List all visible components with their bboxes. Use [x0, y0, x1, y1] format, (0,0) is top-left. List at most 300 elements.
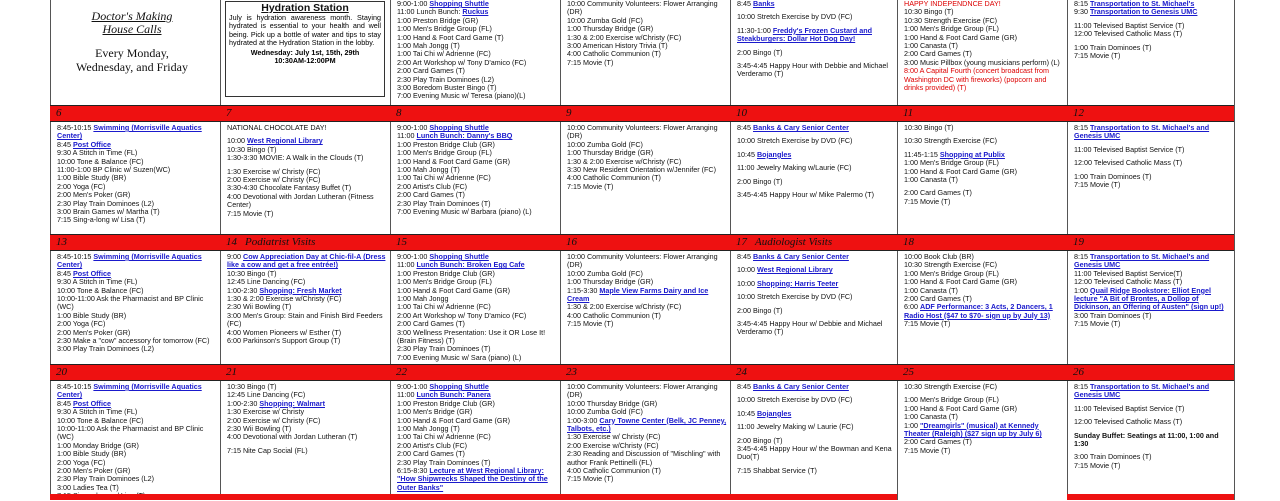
hydration-dates: Wednesday: July 1st, 15th, 29th: [250, 48, 360, 58]
day-cell: [560, 122, 730, 234]
day-number-value: 24: [736, 366, 747, 378]
event-line: 1:00 Canasta (T): [904, 412, 958, 422]
event-line: 1:00 Preston Bridge Club (GR): [397, 139, 495, 149]
event-line: 10:00 Community Volunteers: Flower Arranging (DR): [567, 252, 718, 270]
event-line: 8:15 Transportation to St. Michael's and Genesis UMC: [1074, 382, 1210, 400]
event-link[interactable]: Cary Towne Center (Belk, JC Penney, Talbots, etc.): [567, 415, 727, 434]
day-number-value: 20: [56, 366, 67, 378]
day-cell: [390, 251, 560, 364]
day-note: Podiatrist Visits: [245, 236, 316, 248]
event-link[interactable]: Shopping Shuttle: [429, 382, 489, 391]
event-line: 11:00-1:00 BP Clinic w/ Suzen(WC): [57, 165, 171, 175]
event-line: 10:00 Tone & Balance (FC): [57, 415, 144, 425]
event-line: 2:30 Play Train Dominoes (L2): [57, 198, 155, 208]
day-number: [226, 106, 232, 121]
event-line: 2:00 Exercise w/Christy (FC): [567, 440, 659, 450]
event-line: 2:00 Yoga (FC): [57, 319, 106, 329]
event-line: 1:00 Train Dominoes (T): [1074, 171, 1152, 181]
event-line: 1:00 Train Dominoes (T): [1074, 42, 1152, 52]
event-line: 11:00 Lunch Bunch: Panera: [397, 390, 491, 400]
event-line: 9:00-1:00 Shopping Shuttle: [397, 123, 489, 132]
event-line: 9:30 A Stitch in Time (FL): [57, 148, 138, 158]
event-line: 10:00 Community Volunteers: Flower Arranging (DR): [567, 0, 718, 17]
event-line: 10:00 Community Volunteers: Flower Arranging (DR): [567, 382, 718, 400]
day-number: [56, 106, 62, 121]
day-number: [736, 365, 747, 380]
event-line: 1:00 Bible Study (BR): [57, 173, 127, 183]
day-number: [566, 106, 572, 121]
event-line: 10:00-11:00 Ask the Pharmacist and BP Clinic (WC): [57, 294, 204, 312]
event-line: 1:30 Exercise w/ Christy: [227, 407, 305, 417]
day-number: [736, 106, 747, 121]
event-line: 12:45 Line Dancing (FC): [227, 390, 306, 400]
event-line: 1:00 Mah Jongg: [397, 294, 449, 304]
event-line: 4:00 Catholic Communion (T): [567, 466, 661, 476]
event-line: 2:30 Play Train Dominoes (T): [397, 457, 491, 467]
event-line: 1:00 Bible Study (BR): [57, 449, 127, 459]
event-line: 1:30 Exercise w/ Christy (FC): [567, 432, 661, 442]
event-line: 2:00 Card Games (T): [397, 190, 465, 200]
day-cell: [390, 0, 560, 105]
event-line: 8:45 Banks & Cary Senior Center: [737, 123, 849, 132]
event-link[interactable]: Cow Appreciation Day at Chic-fil-A (Dress like a cow and get a free entrée!): [227, 252, 386, 270]
event-line: 1:00 Preston Bridge Club (GR): [397, 398, 495, 408]
event-line: 1:15-3:30 Maple View Farms Dairy and Ice Cream: [567, 285, 709, 304]
day-number-value: 7: [226, 107, 232, 119]
event-line: 9:30 Transportation to Genesis UMC: [1074, 7, 1198, 17]
event-line: 1:00-2:30 Shopping: Walmart: [227, 398, 325, 408]
event-line: 10:00 Community Volunteers: Flower Arranging (DR): [567, 123, 718, 141]
event-line: 1:30 & 2:00 Exercise w/Christy (FC): [227, 294, 342, 304]
event-line: 7:15 Nite Cap Social (FL): [227, 445, 308, 455]
event-line: 2:00 Card Games (T): [904, 188, 972, 198]
event-line: 1:00 Tai Chi w/ Adrienne (FC): [397, 49, 491, 59]
event-line: 6:15-8:30 Lecture at West Regional Library: "How Shipwrecks Shaped the Destiny of the Outer Banks": [397, 466, 548, 492]
event-line: 1:00 "Dreamgirls" (musical) at Kennedy Theater (Raleigh) ($27 sign up by July 6): [904, 420, 1042, 439]
doctor-note-line: House Calls: [102, 22, 162, 36]
event-link[interactable]: Post Office: [73, 139, 111, 149]
event-line: 1:00 Men's Bridge Group (FL): [904, 395, 999, 405]
day-number-value: 17: [736, 236, 747, 248]
event-link[interactable]: Transportation to Genesis UMC: [1090, 7, 1198, 17]
event-line: 2:00 Card Games (T): [904, 294, 972, 304]
event-line: 2:30 Play Train Dominoes (T): [397, 198, 491, 208]
event-link[interactable]: Bojangles: [756, 408, 792, 418]
event-line: 8:45-10:15 Swimming (Morrisville Aquatics Center): [57, 123, 202, 141]
event-line: 2:00 Card Games (T): [904, 437, 972, 447]
event-line: 1:00-2:30 Shopping: Fresh Market: [227, 285, 342, 295]
event-line: 1:00 Hand & Foot Card Game (T): [397, 32, 504, 42]
day-number: [396, 106, 402, 121]
event-link[interactable]: Shopping: Walmart: [259, 398, 325, 408]
day-cell: [897, 122, 1067, 234]
event-line: 1:00 Men's Bridge Group (FL): [904, 268, 999, 278]
day-number-value: 12: [1073, 107, 1084, 119]
event-line: 10:00-11:00 Ask the Pharmacist and BP Clinic (WC): [57, 424, 204, 442]
day-number: [396, 365, 407, 380]
event-line: 3:00 Ladies Tea (T): [57, 482, 119, 492]
event-link[interactable]: Lunch Bunch: Danny's BBQ: [416, 131, 513, 141]
hydration-body: July is hydration awareness month. Staying hydrated is essential to your health and well being. Pick up a bottle of water and tips to stay hydrated at the Hydration Station in the lobby.: [229, 13, 381, 47]
event-line: 4:00 Women Pioneers w/ Esther (T): [227, 327, 342, 337]
event-line: 2:30 Make a "cow" accessory for tomorrow (FC): [57, 336, 210, 346]
event-line: 7:00 Evening Music w/ Barbara (piano) (L): [397, 207, 532, 217]
event-line: 10:45 Bojangles: [737, 408, 792, 418]
day-number: [396, 235, 407, 250]
event-line: 7:15 Movie (T): [904, 196, 951, 206]
holiday-line: HAPPY INDEPENDNCE DAY!: [904, 0, 1001, 8]
event-line: 2:00 Yoga (FC): [57, 457, 106, 467]
event-line: 1:00 Thursday Bridge (GR): [567, 148, 654, 158]
day-cell: [730, 251, 897, 364]
event-line: 2:00 Art Workshop w/ Tony D'amico (FC): [397, 57, 527, 67]
day-number: [1073, 365, 1084, 380]
next-week-bar: [1067, 494, 1234, 500]
day-cell: [730, 122, 897, 234]
event-line: 3:00 Wellness Presentation: Use it OR Lose It! (Brain Fitness) (T): [397, 327, 546, 346]
event-link[interactable]: Shopping: Harris Teeter: [756, 278, 839, 288]
event-line: 1:30-3:30 MOVIE: A Walk in the Clouds (T): [227, 153, 364, 163]
event-line: 11:00 Lunch Bunch: Broken Egg Cafe: [397, 260, 525, 270]
event-line: 7:15 Movie (T): [904, 319, 951, 329]
event-line: 7:15 Movie (T): [1074, 319, 1121, 329]
day-number-value: 26: [1073, 366, 1084, 378]
event-line: 11:00 Televised Baptist Service (T): [1074, 144, 1185, 154]
event-line: 10:00 Stretch Exercise by DVD (FC): [737, 136, 853, 146]
event-link[interactable]: Shopping at Publix: [939, 149, 1005, 159]
day-number: [226, 235, 315, 250]
event-link[interactable]: Transportation to St. Michael's: [1090, 0, 1195, 8]
event-line: 7:15 Movie (T): [567, 181, 614, 191]
event-line: 11:00 Lunch Bunch: Ruckus: [397, 7, 489, 17]
event-link[interactable]: Ruckus: [462, 7, 489, 17]
event-line: 11:45-1:15 Shopping at Publix: [904, 149, 1005, 159]
event-link[interactable]: Swimming (Morrisville Aquatics Center): [57, 252, 202, 270]
hydration-hours: 10:30AM-12:00PM: [274, 56, 336, 66]
event-line: 2:00 Card Games (T): [904, 49, 972, 59]
event-line: 11:00 Jewelry Making w/ Laurie (FC): [737, 422, 854, 432]
day-cell: [50, 381, 220, 494]
day-number-value: 13: [56, 236, 67, 248]
event-line: 7:00 Evening Music w/ Sara (piano) (L): [397, 352, 522, 362]
day-number-value: 15: [396, 236, 407, 248]
event-line: 12:00 Televised Catholic Mass (T): [1074, 29, 1183, 39]
event-line: 10:00 Thursday Bridge (GR): [567, 398, 658, 408]
event-line: 3:00 Play Train Dominoes (L2): [57, 344, 155, 354]
event-line: 1:00 Canasta (T): [904, 41, 958, 51]
event-line: 1:00 Tai Chi w/ Adrienne (FC): [397, 173, 491, 183]
event-line: 10:30 Bingo (T): [904, 123, 954, 132]
event-line: 9:00-1:00 Shopping Shuttle: [397, 382, 489, 391]
holiday-line: 8:00 A Capital Fourth (concert broadcast from Washington DC with fireworks) (popcorn and drinks provided) (T): [904, 66, 1050, 93]
event-line: 1:00 Men's Bridge Group (FL): [904, 158, 999, 168]
event-line: 1:00 Mah Jongg (T): [397, 41, 460, 51]
event-line: 12:00 Televised Catholic Mass (T): [1074, 277, 1183, 287]
event-link[interactable]: Quail Ridge Bookstore: Elliot Engel lecture "A Bit of Brontes, a Dollop of Dickinson, an Offering of Austen" (sign up!): [1074, 285, 1224, 312]
event-line: 2:00 Bingo (T): [737, 435, 783, 445]
day-cell: [897, 381, 1067, 494]
day-number-value: 23: [566, 366, 577, 378]
event-line: 10:30 Bingo (T): [227, 268, 277, 278]
event-line: 2:00 Card Games (T): [397, 449, 465, 459]
event-line: 4:00 Catholic Communion (T): [567, 310, 661, 320]
event-line: 2:00 Men's Poker (GR): [57, 466, 131, 476]
event-link[interactable]: Shopping Shuttle: [429, 0, 489, 8]
event-line: 1:00 Men's Bridge Group (FL): [904, 24, 999, 34]
event-line: 11:00 Televised Baptist Service(T): [1074, 268, 1183, 278]
event-line: 10:00 Stretch Exercise by DVD (FC): [737, 395, 853, 405]
event-line: 2:30 Play Train Dominoes (L2): [57, 474, 155, 484]
day-number-value: 8: [396, 107, 402, 119]
day-cell: [390, 381, 560, 494]
event-line: 7:15 Movie (T): [227, 208, 274, 218]
day-cell: [220, 381, 390, 494]
day-number-value: 19: [1073, 236, 1084, 248]
event-line: 1:00 Men's Bridge Group (FL): [397, 148, 492, 158]
doctor-note-line: Wednesday, and Friday: [76, 60, 188, 74]
event-link[interactable]: Transportation to St. Michael's and Genesis UMC: [1074, 252, 1210, 270]
event-line: 2:30 Reading and Discussion of "Mischling" with author Frank Pettinelli (FL): [567, 449, 721, 467]
event-line: 10:00 West Regional Library: [227, 136, 323, 146]
day-cell: [390, 122, 560, 234]
event-line: 1:00 Hand & Foot Card Game (GR): [397, 156, 511, 166]
event-line: 1:00 Canasta (T): [904, 175, 958, 185]
event-line: 1:00 Hand & Foot Card Game (GR): [904, 403, 1018, 413]
event-line: 10:00 Zumba Gold (FC): [567, 15, 643, 25]
event-link[interactable]: Banks & Cary Senior Center: [753, 252, 849, 261]
event-line: 3:30 New Resident Orientation w/Jennifer (FC): [567, 165, 717, 175]
event-link[interactable]: Banks & Cary Senior Center: [753, 382, 849, 391]
event-line: 11:00 Lunch Bunch: Danny's BBQ: [397, 131, 513, 141]
day-number-value: 6: [56, 107, 62, 119]
day-number-value: 22: [396, 366, 407, 378]
day-number: [903, 106, 913, 121]
event-line: 11:00 Jewelry Making w/Laurie (FC): [737, 163, 852, 173]
day-number-value: 11: [903, 107, 914, 119]
event-line: 1:30 Exercise w/ Christy (FC): [227, 166, 321, 176]
day-number-value: 21: [226, 366, 237, 378]
event-line: 10:00 Stretch Exercise by DVD (FC): [737, 292, 853, 302]
event-link[interactable]: Post Office: [73, 398, 111, 408]
event-line: 2:00 Artist's Club (FC): [397, 181, 468, 191]
event-line: 3:45-4:45 Happy Hour w/ the Bowman and Kena Duo(T): [737, 444, 892, 462]
event-link[interactable]: "Dreamgirls" (musical) at Kennedy Theater (Raleigh) ($27 sign up by July 6): [904, 420, 1042, 439]
event-line: 1:00 Men's Bridge (GR): [397, 407, 473, 417]
event-line: 3:00 Brain Games w/ Martha (T): [57, 207, 160, 217]
event-line: 3:00 Men's Group: Stain and Finish Bird Feeders (FC): [227, 310, 383, 329]
event-line: 2:00 Bingo (T): [737, 176, 783, 186]
event-link[interactable]: Swimming (Morrisville Aquatics Center): [57, 382, 202, 400]
day-number-value: 25: [903, 366, 914, 378]
event-link[interactable]: Lunch Bunch: Panera: [416, 390, 491, 400]
event-line: 3:45-4:45 Happy Hour w/ Debbie and Michael Verderamo (T): [737, 319, 883, 337]
event-link[interactable]: Lunch Bunch: Broken Egg Cafe: [416, 260, 525, 270]
day-number: [566, 365, 577, 380]
event-line: 10:30 Bingo (T): [904, 7, 954, 17]
event-link[interactable]: ADF Performance: 3 Acts, 2 Dancers, 1 Radio Host ($47 to $70- sign up by July 13): [904, 302, 1053, 320]
day-cell: [50, 251, 220, 364]
event-line: 6:00 Parkinson's Support Group (T): [227, 336, 341, 346]
event-line: 1:00 Hand & Foot Card Game (GR): [397, 415, 511, 425]
event-line: 3:45-4:45 Happy Hour with Debbie and Michael Verderamo (T): [737, 61, 889, 79]
event-link[interactable]: Maple View Farms Dairy and Ice Cream: [567, 285, 709, 304]
event-line: 10:00 Tone & Balance (FC): [57, 285, 144, 295]
event-line: 8:45 Post Office: [57, 139, 111, 149]
event-line: 8:45 Banks & Cary Senior Center: [737, 382, 849, 391]
event-line: 1:00 Quail Ridge Bookstore: Elliot Engel lecture "A Bit of Brontes, a Dollop of Dickinson, an Offering of Austen" (sign up!): [1074, 285, 1224, 312]
event-line: 2:00 Exercise w/ Christy (FC): [227, 175, 321, 185]
event-link[interactable]: Bojangles: [756, 149, 792, 159]
event-line: 1:00 Bible Study (BR): [57, 310, 127, 320]
event-line: 4:00 Devotional with Jordan Lutheran (Fitness Center): [227, 191, 374, 210]
event-line: 9:30 A Stitch in Time (FL): [57, 407, 138, 417]
event-line: Sunday Buffet: Seatings at 11:00, 1:00 and 1:30: [1074, 430, 1219, 449]
day-cell: [897, 0, 1067, 105]
event-line: 2:00 Yoga (FC): [57, 181, 106, 191]
event-line: 3:00 Train Dominoes (T): [1074, 310, 1152, 320]
event-line: 1:00 Men's Bridge Group (FL): [397, 24, 492, 34]
event-line: 12:00 Televised Catholic Mass (T): [1074, 417, 1183, 427]
day-cell: [50, 122, 220, 234]
event-line: 3:30-4:30 Chocolate Fantasy Buffet (T): [227, 183, 352, 193]
day-cell: [897, 251, 1067, 364]
event-line: 8:45 Post Office: [57, 268, 111, 278]
day-number: [1073, 235, 1084, 250]
event-line: 7:15 Shabbat Service (T): [737, 465, 817, 475]
event-line: 10:30 Bingo (T): [227, 382, 277, 391]
event-line: 1:30 & 2:00 Exercise w/Christy (FC): [567, 32, 682, 42]
event-line: 12:00 Televised Catholic Mass (T): [1074, 158, 1183, 168]
event-line: 4:00 Devotional with Jordan Lutheran (T): [227, 432, 358, 442]
event-line: 1:00-3:00 Cary Towne Center (Belk, JC Penney, Talbots, etc.): [567, 415, 727, 434]
event-line: 10:30 Strength Exercise (FC): [904, 382, 998, 391]
event-line: 7:15 Movie (T): [1074, 460, 1121, 470]
event-link[interactable]: Shopping Shuttle: [429, 123, 489, 132]
event-line: 8:15 Transportation to St. Michael's: [1074, 0, 1195, 8]
event-line: 11:00 Televised Baptist Service (T): [1074, 403, 1185, 413]
event-line: 4:00 Catholic Communion (T): [567, 49, 661, 59]
event-line: 1:00 Canasta (T): [904, 285, 958, 295]
event-link[interactable]: West Regional Library: [246, 136, 323, 146]
day-cell: [220, 122, 390, 234]
event-line: 2:00 Art Workshop w/ Tony D'amico (FC): [397, 310, 527, 320]
event-link[interactable]: West Regional Library: [756, 265, 833, 275]
event-line: 7:15 Movie (T): [567, 319, 614, 329]
doctor-note-line: Doctor's Making: [91, 9, 173, 23]
event-link[interactable]: Shopping Shuttle: [429, 252, 489, 261]
event-link[interactable]: Post Office: [73, 268, 111, 278]
event-line: 1:00 Mah Jongg (T): [397, 424, 460, 434]
event-line: 9:00-1:00 Shopping Shuttle: [397, 0, 489, 8]
event-line: 3:00 American History Trivia (T): [567, 41, 668, 51]
event-link[interactable]: Banks: [753, 0, 775, 8]
event-line: 8:15 Transportation to St. Michael's and Genesis UMC: [1074, 123, 1210, 141]
event-line: 7:15 Movie (T): [567, 474, 614, 484]
hydration-station-box: [225, 1, 385, 97]
event-line: 2:00 Artist's Club (FC): [397, 440, 468, 450]
day-number: [226, 365, 237, 380]
doctor-house-calls-note: [52, 10, 212, 74]
day-number-value: 18: [903, 236, 914, 248]
event-line: 7:15 Movie (T): [904, 445, 951, 455]
event-line: 3:00 Train Dominoes (T): [1074, 452, 1152, 462]
event-line: 2:00 Card Games (T): [397, 66, 465, 76]
event-line: 1:00 Hand & Foot Card Game (GR): [904, 166, 1018, 176]
event-line: 1:00 Thursday Bridge (GR): [567, 277, 654, 287]
event-line: 1:00 Mah Jongg (T): [397, 165, 460, 175]
event-line: 7:15 Movie (T): [567, 57, 614, 67]
event-line: 10:30 Bingo (T): [227, 144, 277, 154]
event-line: 8:45 Banks & Cary Senior Center: [737, 252, 849, 261]
event-link[interactable]: Freddy's Frozen Custard and Steakburgers: Dollar Hot Dog Day!: [737, 25, 872, 44]
day-cell: [560, 0, 730, 105]
event-line: 8:45 Post Office: [57, 398, 111, 408]
event-line: 12:45 Line Dancing (FC): [227, 277, 306, 287]
event-line: 9:30 A Stitch in Time (FL): [57, 277, 138, 287]
day-cell: [220, 251, 390, 364]
day-number: [566, 235, 577, 250]
day-cell: [560, 251, 730, 364]
event-line: 10:00 Tone & Balance (FC): [57, 156, 144, 166]
event-line: 10:30 Strength Exercise (FC): [904, 260, 998, 270]
doctor-note-line: Every Monday,: [95, 46, 169, 60]
event-line: 2:00 Men's Poker (GR): [57, 327, 131, 337]
event-line: 1:00 Hand & Foot Card Game (GR): [904, 277, 1018, 287]
event-line: 1:00 Thursday Bridge (GR): [567, 24, 654, 34]
event-line: 6:00 ADF Performance: 3 Acts, 2 Dancers, 1 Radio Host ($47 to $70- sign up by July 13): [904, 302, 1053, 320]
day-note: Audiologist Visits: [755, 236, 833, 248]
event-link[interactable]: Swimming (Morrisville Aquatics Center): [57, 123, 202, 141]
day-cell: [1067, 381, 1234, 494]
event-line: 10:30 Strength Exercise (FC): [904, 15, 998, 25]
event-line: 2:00 Men's Poker (GR): [57, 190, 131, 200]
event-link[interactable]: Transportation to St. Michael's and Genesis UMC: [1074, 123, 1210, 141]
event-line: 8:45-10:15 Swimming (Morrisville Aquatics Center): [57, 252, 202, 270]
event-line: 1:00 Preston Bridge Club (GR): [397, 268, 495, 278]
day-cell: [730, 0, 897, 105]
event-line: 1:30 & 2:00 Exercise w/Christy (FC): [567, 302, 682, 312]
hydration-title: Hydration Station: [261, 2, 349, 14]
event-link[interactable]: Shopping: Fresh Market: [259, 285, 342, 295]
event-line: 8:45 Banks: [737, 0, 775, 8]
event-line: 10:00 Zumba Gold (FC): [567, 139, 643, 149]
event-line: 10:00 West Regional Library: [737, 265, 833, 275]
event-line: 4:00 Catholic Communion (T): [567, 173, 661, 183]
event-line: 1:00 Men's Bridge Group (FL): [397, 277, 492, 287]
event-line: 7:15 Movie (T): [1074, 51, 1121, 61]
day-cell: [1067, 251, 1234, 364]
event-line: 2:30 Wii Bowling (T): [227, 424, 292, 434]
day-cell: [1067, 122, 1234, 234]
day-number: [1073, 106, 1084, 121]
day-cell: [730, 381, 897, 494]
event-link[interactable]: Lecture at West Regional Library: "How Shipwrecks Shaped the Destiny of the Outer Banks": [397, 466, 548, 492]
event-link[interactable]: Banks & Cary Senior Center: [753, 123, 849, 132]
event-line: 2:00 Bingo (T): [737, 305, 783, 315]
event-line: 1:30 & 2:00 Exercise w/Christy (FC): [567, 156, 682, 166]
event-line: 9:00 Cow Appreciation Day at Chic-fil-A (Dress like a cow and get a free entrée!): [227, 252, 386, 270]
day-number: [903, 235, 914, 250]
event-line: 1:00 Preston Bridge (GR): [397, 15, 479, 25]
event-link[interactable]: Transportation to St. Michael's and Genesis UMC: [1074, 382, 1210, 400]
event-line: 11:30-1:00 Freddy's Frozen Custard and Steakburgers: Dollar Hot Dog Day!: [737, 25, 872, 44]
event-line: NATIONAL CHOCOLATE DAY!: [227, 123, 327, 132]
day-number: [56, 235, 67, 250]
event-line: 2:00 Bingo (T): [737, 47, 783, 57]
event-line: 3:00 Music Pillbox (young musicians perform) (L): [904, 57, 1060, 67]
event-line: 1:00 Tai Chi w/ Adrienne (FC): [397, 432, 491, 442]
event-line: 2:30 Play Train Dominoes (L2): [397, 74, 495, 84]
